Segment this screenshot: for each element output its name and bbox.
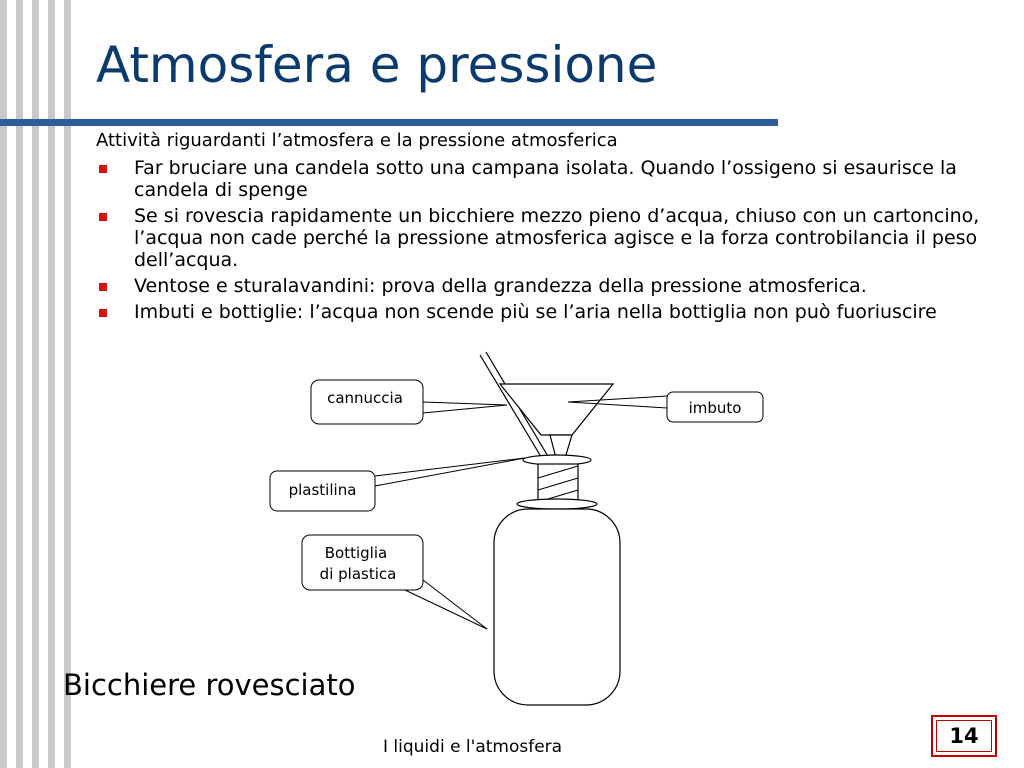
slide-title: Atmosfera e pressione — [96, 36, 658, 94]
label-bottiglia-line1: Bottiglia — [324, 544, 388, 562]
bullet-text: Se si rovescia rapidamente un bicchiere mezzo pieno d’acqua, chiuso con un cartoncino, l’acqua non cade perché la pressione atmosferica agisce e la forza controbilancia il peso dell’acqua. — [134, 205, 980, 271]
label-cannuccia: cannuccia — [327, 389, 403, 407]
footer-text: I liquidi e l'atmosfera — [383, 737, 563, 757]
label-plastilina: plastilina — [288, 481, 357, 499]
page-number: 14 — [936, 720, 992, 752]
page-number-box — [931, 715, 997, 757]
intro-text: Attività riguardanti l’atmosfera e la pressione atmosferica — [96, 130, 618, 151]
bullet-text: Far bruciare una candela sotto una campana isolata. Quando l’ossigeno si esaurisce la candela di spenge — [134, 157, 957, 201]
bottle-body-shape — [494, 509, 620, 705]
bottle-neck-shape — [517, 464, 597, 509]
label-imbuto: imbuto — [688, 399, 742, 417]
label-bottiglia-line2: di plastica — [319, 565, 397, 583]
slide-subtitle: Bicchiere rovesciato — [63, 668, 356, 702]
funnel-shape — [500, 384, 613, 458]
bullet-text: Imbuti e bottiglie: l’acqua non scende più se l’aria nella bottiglia non può fuoriuscire — [134, 301, 937, 323]
bullet-text: Ventose e sturalavandini: prova della grandezza della pressione atmosferica. — [134, 275, 867, 297]
